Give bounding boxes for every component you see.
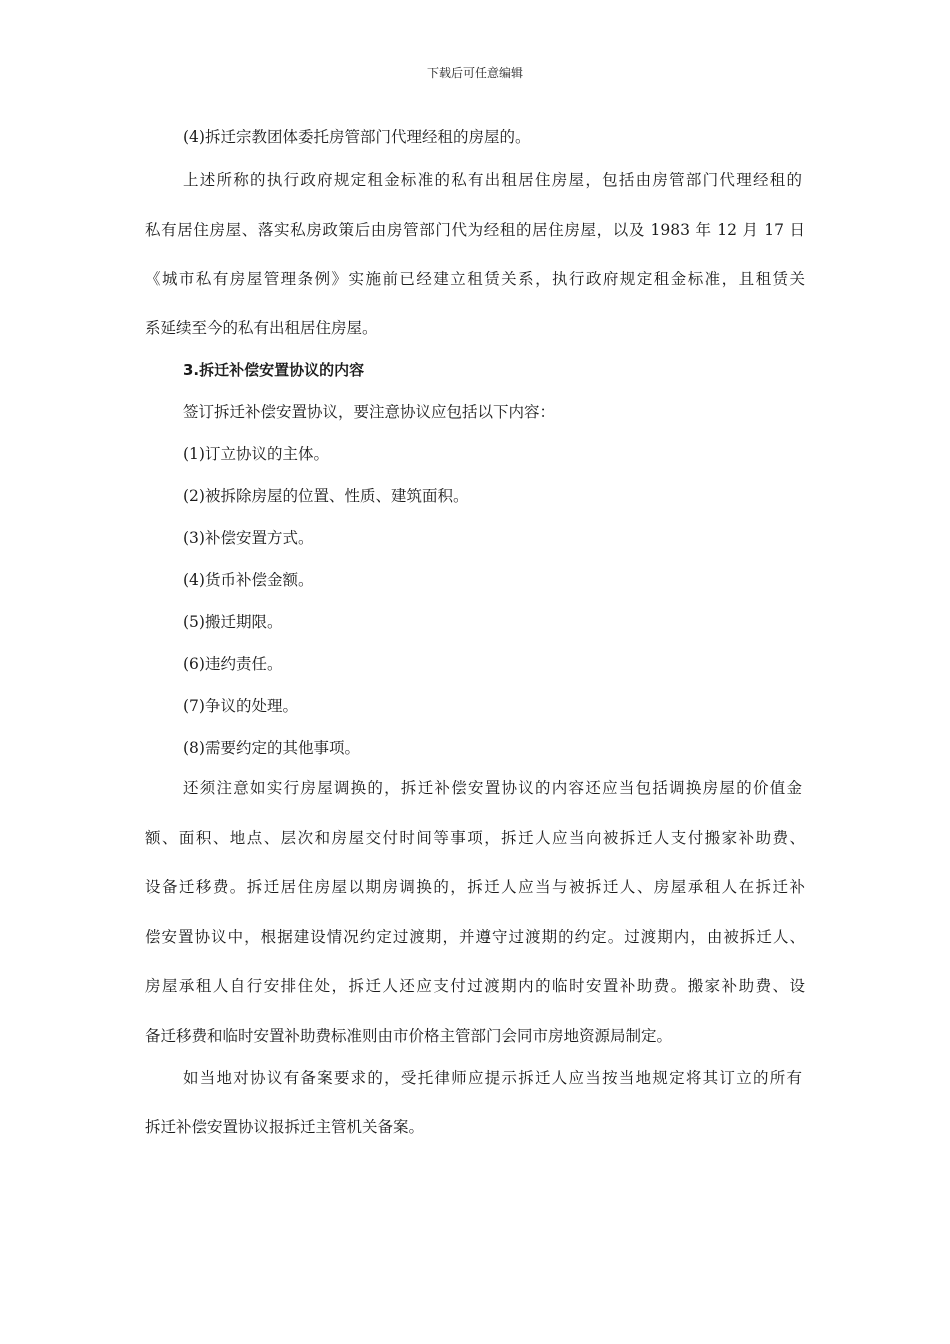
page-header: 下载后可任意编辑	[426, 66, 523, 80]
paragraph-line: 还须注意如实行房屋调换的，拆迁补偿安置协议的内容还应当包括调换房屋的价值金	[183, 779, 802, 797]
paragraph-line: 如当地对协议有备案要求的，受托律师应提示拆迁人应当按当地规定将其订立的所有	[183, 1069, 802, 1087]
section-heading: 3.拆迁补偿安置协议的内容	[183, 361, 365, 379]
paragraph-line: 私有居住房屋、落实私房政策后由房管部门代为经租的居住房屋，以及 1983 年 12 月 17 日	[145, 221, 805, 239]
list-item: (4)货币补偿金额。	[183, 571, 314, 589]
list-item: (3)补偿安置方式。	[183, 529, 314, 547]
paragraph-line: 拆迁补偿安置协议报拆迁主管机关备案。	[145, 1118, 425, 1136]
list-item: (8)需要约定的其他事项。	[183, 739, 360, 757]
paragraph-line: 上述所称的执行政府规定租金标准的私有出租居住房屋，包括由房管部门代理经租的	[183, 171, 802, 189]
paragraph-line: 备迁移费和临时安置补助费标准则由市价格主管部门会同市房地资源局制定。	[145, 1027, 673, 1045]
paragraph-line: 额、面积、地点、层次和房屋交付时间等事项，拆迁人应当向被拆迁人支付搬家补助费、	[145, 829, 805, 847]
list-item: (6)违约责任。	[183, 655, 283, 673]
paragraph-line: 《城市私有房屋管理条例》实施前已经建立租赁关系，执行政府规定租金标准，且租赁关	[145, 270, 805, 288]
paragraph-line: 设备迁移费。拆迁居住房屋以期房调换的，拆迁人应当与被拆迁人、房屋承租人在拆迁补	[145, 878, 805, 896]
list-item: (7)争议的处理。	[183, 697, 298, 715]
intro-text: 签订拆迁补偿安置协议，要注意协议应包括以下内容：	[183, 403, 556, 421]
paragraph-line: 系延续至今的私有出租居住房屋。	[145, 319, 378, 337]
list-item: (2)被拆除房屋的位置、性质、建筑面积。	[183, 487, 469, 505]
paragraph-line: 房屋承租人自行安排住处，拆迁人还应支付过渡期内的临时安置补助费。搬家补助费、设	[145, 977, 805, 995]
list-item: (5)搬迁期限。	[183, 613, 283, 631]
list-item: (1)订立协议的主体。	[183, 445, 329, 463]
paragraph-line: 偿安置协议中，根据建设情况约定过渡期，并遵守过渡期的约定。过渡期内，由被拆迁人、	[145, 928, 805, 946]
paragraph-item-4: (4)拆迁宗教团体委托房管部门代理经租的房屋的。	[183, 128, 531, 146]
